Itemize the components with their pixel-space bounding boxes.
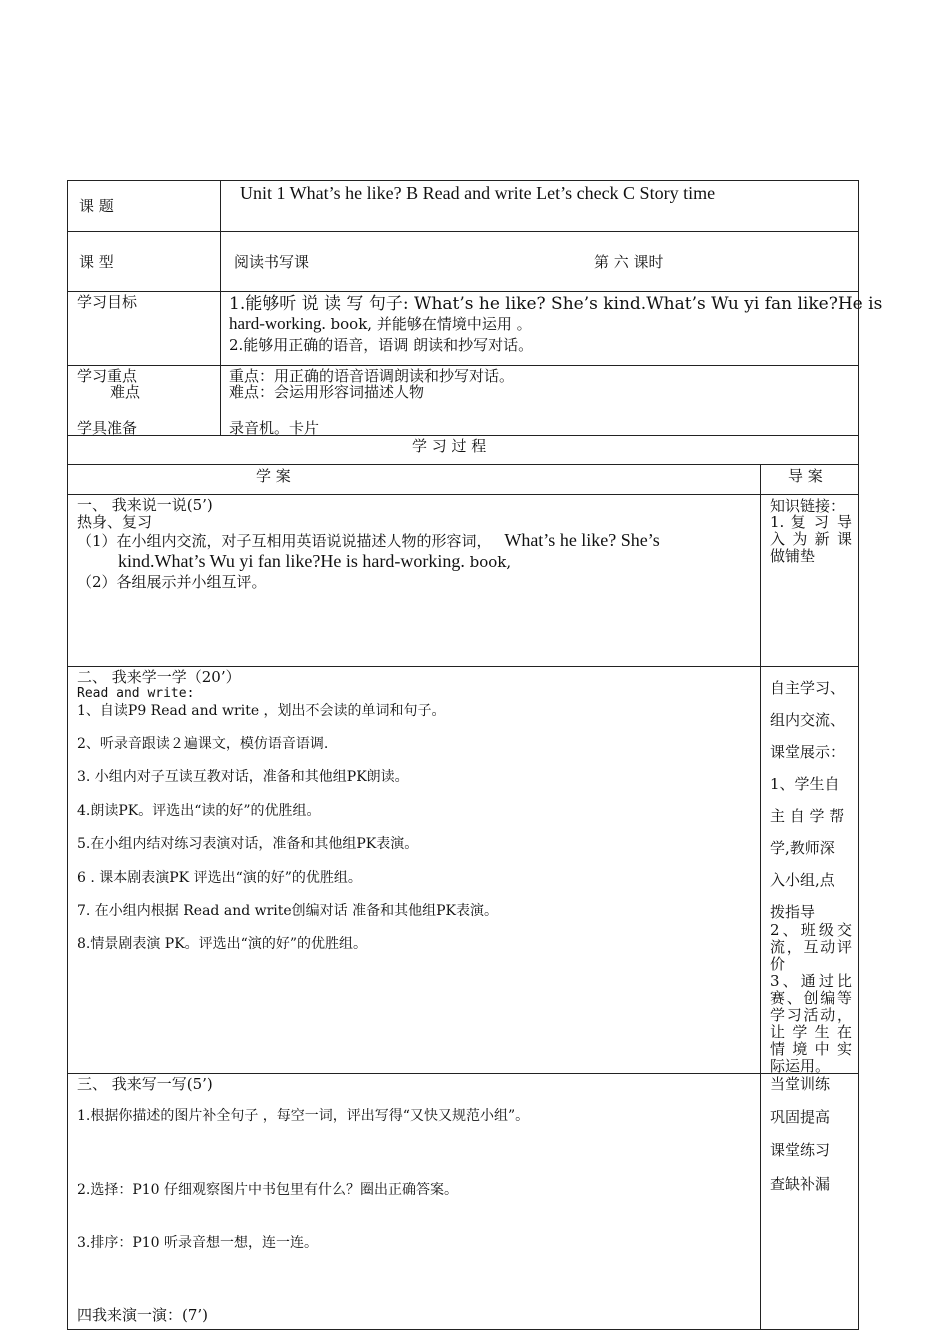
section-2-step-6: 6 . 课本剧表演PK 评选出“演的好”的优胜组。 — [77, 870, 362, 886]
section-2-guide-tail-1: 2、班级交流，互动评价 — [770, 921, 852, 973]
section-2-guide-line: 拨指导 — [770, 903, 816, 921]
section-3-guide-line: 查缺补漏 — [770, 1175, 831, 1193]
section-1-item-1-line-2-en: kind.What’s Wu yi fan like?He is hard-working. — [118, 551, 465, 571]
section-1-item-1 — [77, 531, 660, 550]
section-2-guide-tail-2: 3、通过比赛、创编等学习活动，让 学 生 在 情 境 中 实 际运用。 — [770, 972, 852, 1075]
row-divider — [67, 291, 859, 292]
section-3-task-2: 2.选择：P10 仔细观察图片中书包里有什么？圈出正确答案。 — [77, 1182, 459, 1198]
type-label: 课 型 — [79, 253, 114, 271]
topic-label: 课 题 — [79, 197, 114, 215]
row-divider — [67, 365, 859, 366]
goal-line-2-rest: book, 并能够在情境中运用 。 — [325, 315, 532, 333]
row-divider — [67, 666, 859, 667]
section-2-guide-line: 主 自 学 帮 — [770, 807, 845, 825]
section-2-step-1: 1、自读P9 Read and write ，划出不会读的单词和句子。 — [77, 703, 446, 719]
section-2-step-7: 7. 在小组内根据 Read and write创编对话 准备和其他组PK表演。 — [77, 903, 499, 919]
goal-label: 学习目标 — [77, 293, 138, 311]
section-2-guide-line: 组内交流、 — [770, 711, 846, 729]
section-3-guide-line: 当堂训练 — [770, 1075, 831, 1093]
row-divider — [67, 494, 859, 495]
section-1-item-1-line-2-rest: book, — [464, 553, 512, 571]
section-1-item-1-line-2 — [118, 552, 511, 571]
row-divider — [67, 231, 859, 232]
period-value: 第 六 课时 — [594, 253, 664, 271]
section-2-heading: 二、 我来学一学（20’） — [77, 668, 241, 686]
type-value: 阅读书写课 — [234, 253, 310, 271]
tools-value: 录音机。卡片 — [229, 419, 320, 437]
section-3-guide-line: 课堂练习 — [770, 1141, 831, 1159]
section-3-task-1: 1.根据你描述的图片补全句子 ，每空一词，评出写得“又快又规范小组”。 — [77, 1108, 530, 1124]
focus-value: 重点：用正确的语音语调朗读和抄写对话。 — [229, 367, 515, 385]
section-2-subheading: Read and write: — [77, 686, 195, 701]
row-divider — [67, 435, 859, 436]
section-1-item-2: （2）各组展示并小组互评。 — [77, 573, 267, 591]
section-2-step-5: 5.在小组内结对练习表演对话，准备和其他组PK表演。 — [77, 836, 419, 852]
goal-line-2-en: hard-working. — [229, 314, 326, 333]
section-2-guide-line: 自主学习、 — [770, 679, 846, 697]
goal-line-1 — [229, 294, 882, 314]
section-3-task-3: 3.排序：P10 听录音想一想，连一连。 — [77, 1235, 319, 1251]
section-2-guide-line: 1、学生自 — [770, 775, 840, 793]
section-2-step-8: 8.情景剧表演 PK。评选出“演的好”的优胜组。 — [77, 936, 367, 952]
section-1-warmup: 热身、复习 — [77, 513, 153, 531]
topic-value: Unit 1 What’s he like? B Read and write Let’s check C Story time — [240, 183, 716, 203]
tools-label: 学具准备 — [77, 419, 138, 437]
difficulty-label: 难点 — [110, 383, 141, 401]
row-divider — [67, 1073, 859, 1074]
difficulty-value: 难点：会运用形容词描述人物 — [229, 383, 425, 401]
guide-column-divider — [760, 464, 761, 1330]
column-header-guide: 导 案 — [788, 467, 823, 485]
section-2-step-3: 3. 小组内对子互读互教对话，准备和其他组PK朗读。 — [77, 769, 409, 785]
section-2-guide-line: 学,教师深 — [770, 839, 835, 857]
goal-line-1-text: 1.能够听 说 读 写 句子: What’s he like? She’s kind.What’s Wu yi fan like?He is — [229, 294, 883, 314]
section-3-heading: 三、 我来写一写(5’) — [77, 1075, 213, 1093]
section-4-heading: 四我来演一演：(7’) — [77, 1306, 209, 1324]
column-header-plan: 学 案 — [256, 467, 291, 485]
section-1-item-1-cn: （1）在小组内交流，对子互相用英语说说描述人物的形容词， — [77, 532, 492, 550]
section-1-heading: 一、 我来说一说(5’) — [77, 496, 213, 514]
goal-line-2 — [229, 315, 532, 333]
section-1-guide-text: 1. 复 习 导 入 为 新 课 做铺垫 — [770, 513, 852, 565]
goal-line-3: 2.能够用正确的语音，语调 朗读和抄写对话。 — [229, 336, 534, 354]
label-column-divider — [220, 180, 221, 436]
section-1-guide-title: 知识链接： — [770, 497, 846, 515]
row-divider — [67, 464, 859, 465]
section-3-guide-line: 巩固提高 — [770, 1108, 831, 1126]
process-title: 学 习 过 程 — [412, 437, 487, 455]
section-2-guide-line: 课堂展示： — [770, 743, 846, 761]
section-2-step-2: 2、听录音跟读２遍课文，模仿语音语调. — [77, 736, 329, 752]
section-2-guide-line: 入小组,点 — [770, 871, 835, 889]
section-2-step-4: 4.朗读PK。评选出“读的好”的优胜组。 — [77, 803, 321, 819]
section-1-item-1-en: What’s he like? She’s — [504, 530, 660, 550]
focus-label: 学习重点 — [77, 367, 138, 385]
